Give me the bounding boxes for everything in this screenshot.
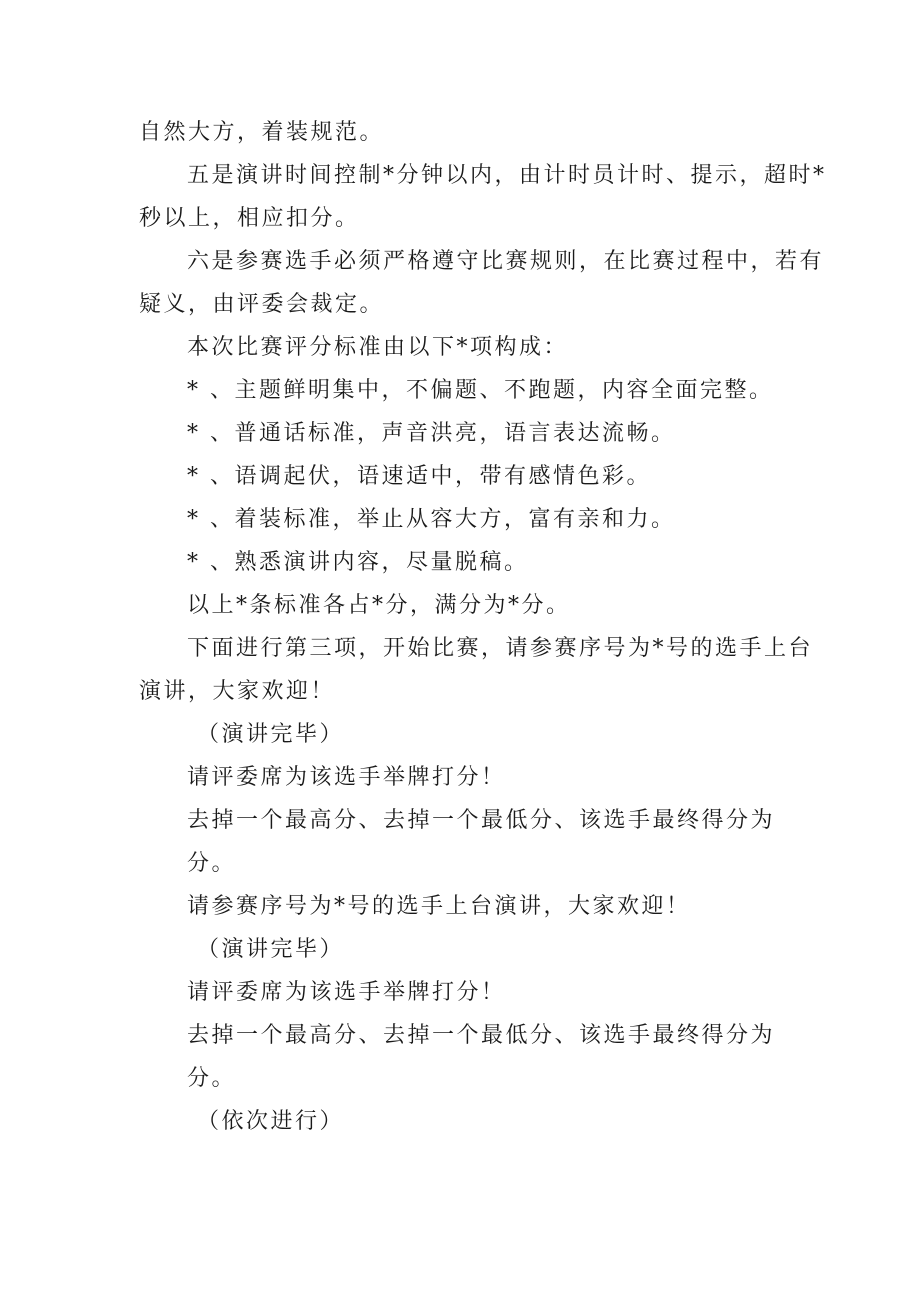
paragraph-line: 以上*条标准各占*分，满分为*分。 <box>187 593 571 618</box>
paragraph-line: 请评委席为该选手举牌打分！ <box>187 765 506 790</box>
paragraph-line: 秒以上，相应扣分。 <box>139 206 360 231</box>
paragraph-line: 分。 <box>187 851 237 876</box>
paragraph-line: 本次比赛评分标准由以下*项构成： <box>187 335 569 360</box>
paragraph-line: 去掉一个最高分、去掉一个最低分、该选手最终得分为 <box>187 1023 776 1048</box>
paragraph-line: 六是参赛选手必须严格遵守比赛规则，在比赛过程中，若有 <box>187 249 825 274</box>
criteria-item: * 、熟悉演讲内容，尽量脱稿。 <box>187 550 529 575</box>
paragraph-line: 下面进行第三项，开始比赛，请参赛序号为*号的选手上台 <box>187 636 814 661</box>
paragraph-line: 五是演讲时间控制*分钟以内，由计时员计时、提示，超时* <box>187 163 827 188</box>
stage-direction: （依次进行） <box>197 1109 345 1134</box>
paragraph-line: 自然大方，着装规范。 <box>139 120 385 145</box>
paragraph-line: 去掉一个最高分、去掉一个最低分、该选手最终得分为 <box>187 808 776 833</box>
paragraph-line: 请参赛序号为*号的选手上台演讲，大家欢迎！ <box>187 894 691 919</box>
paragraph-line: 分。 <box>187 1066 237 1091</box>
stage-direction: （演讲完毕） <box>197 722 345 747</box>
criteria-item: * 、普通话标准，声音洪亮，语言表达流畅。 <box>187 421 676 446</box>
paragraph-line: 疑义，由评委会裁定。 <box>139 292 385 317</box>
paragraph-line: 请评委席为该选手举牌打分！ <box>187 980 506 1005</box>
stage-direction: （演讲完毕） <box>197 937 345 962</box>
criteria-item: * 、主题鲜明集中，不偏题、不跑题，内容全面完整。 <box>187 378 774 403</box>
criteria-item: * 、着装标准，举止从容大方，富有亲和力。 <box>187 507 676 532</box>
paragraph-line: 演讲，大家欢迎！ <box>139 679 336 704</box>
criteria-item: * 、语调起伏，语速适中，带有感情色彩。 <box>187 464 651 489</box>
